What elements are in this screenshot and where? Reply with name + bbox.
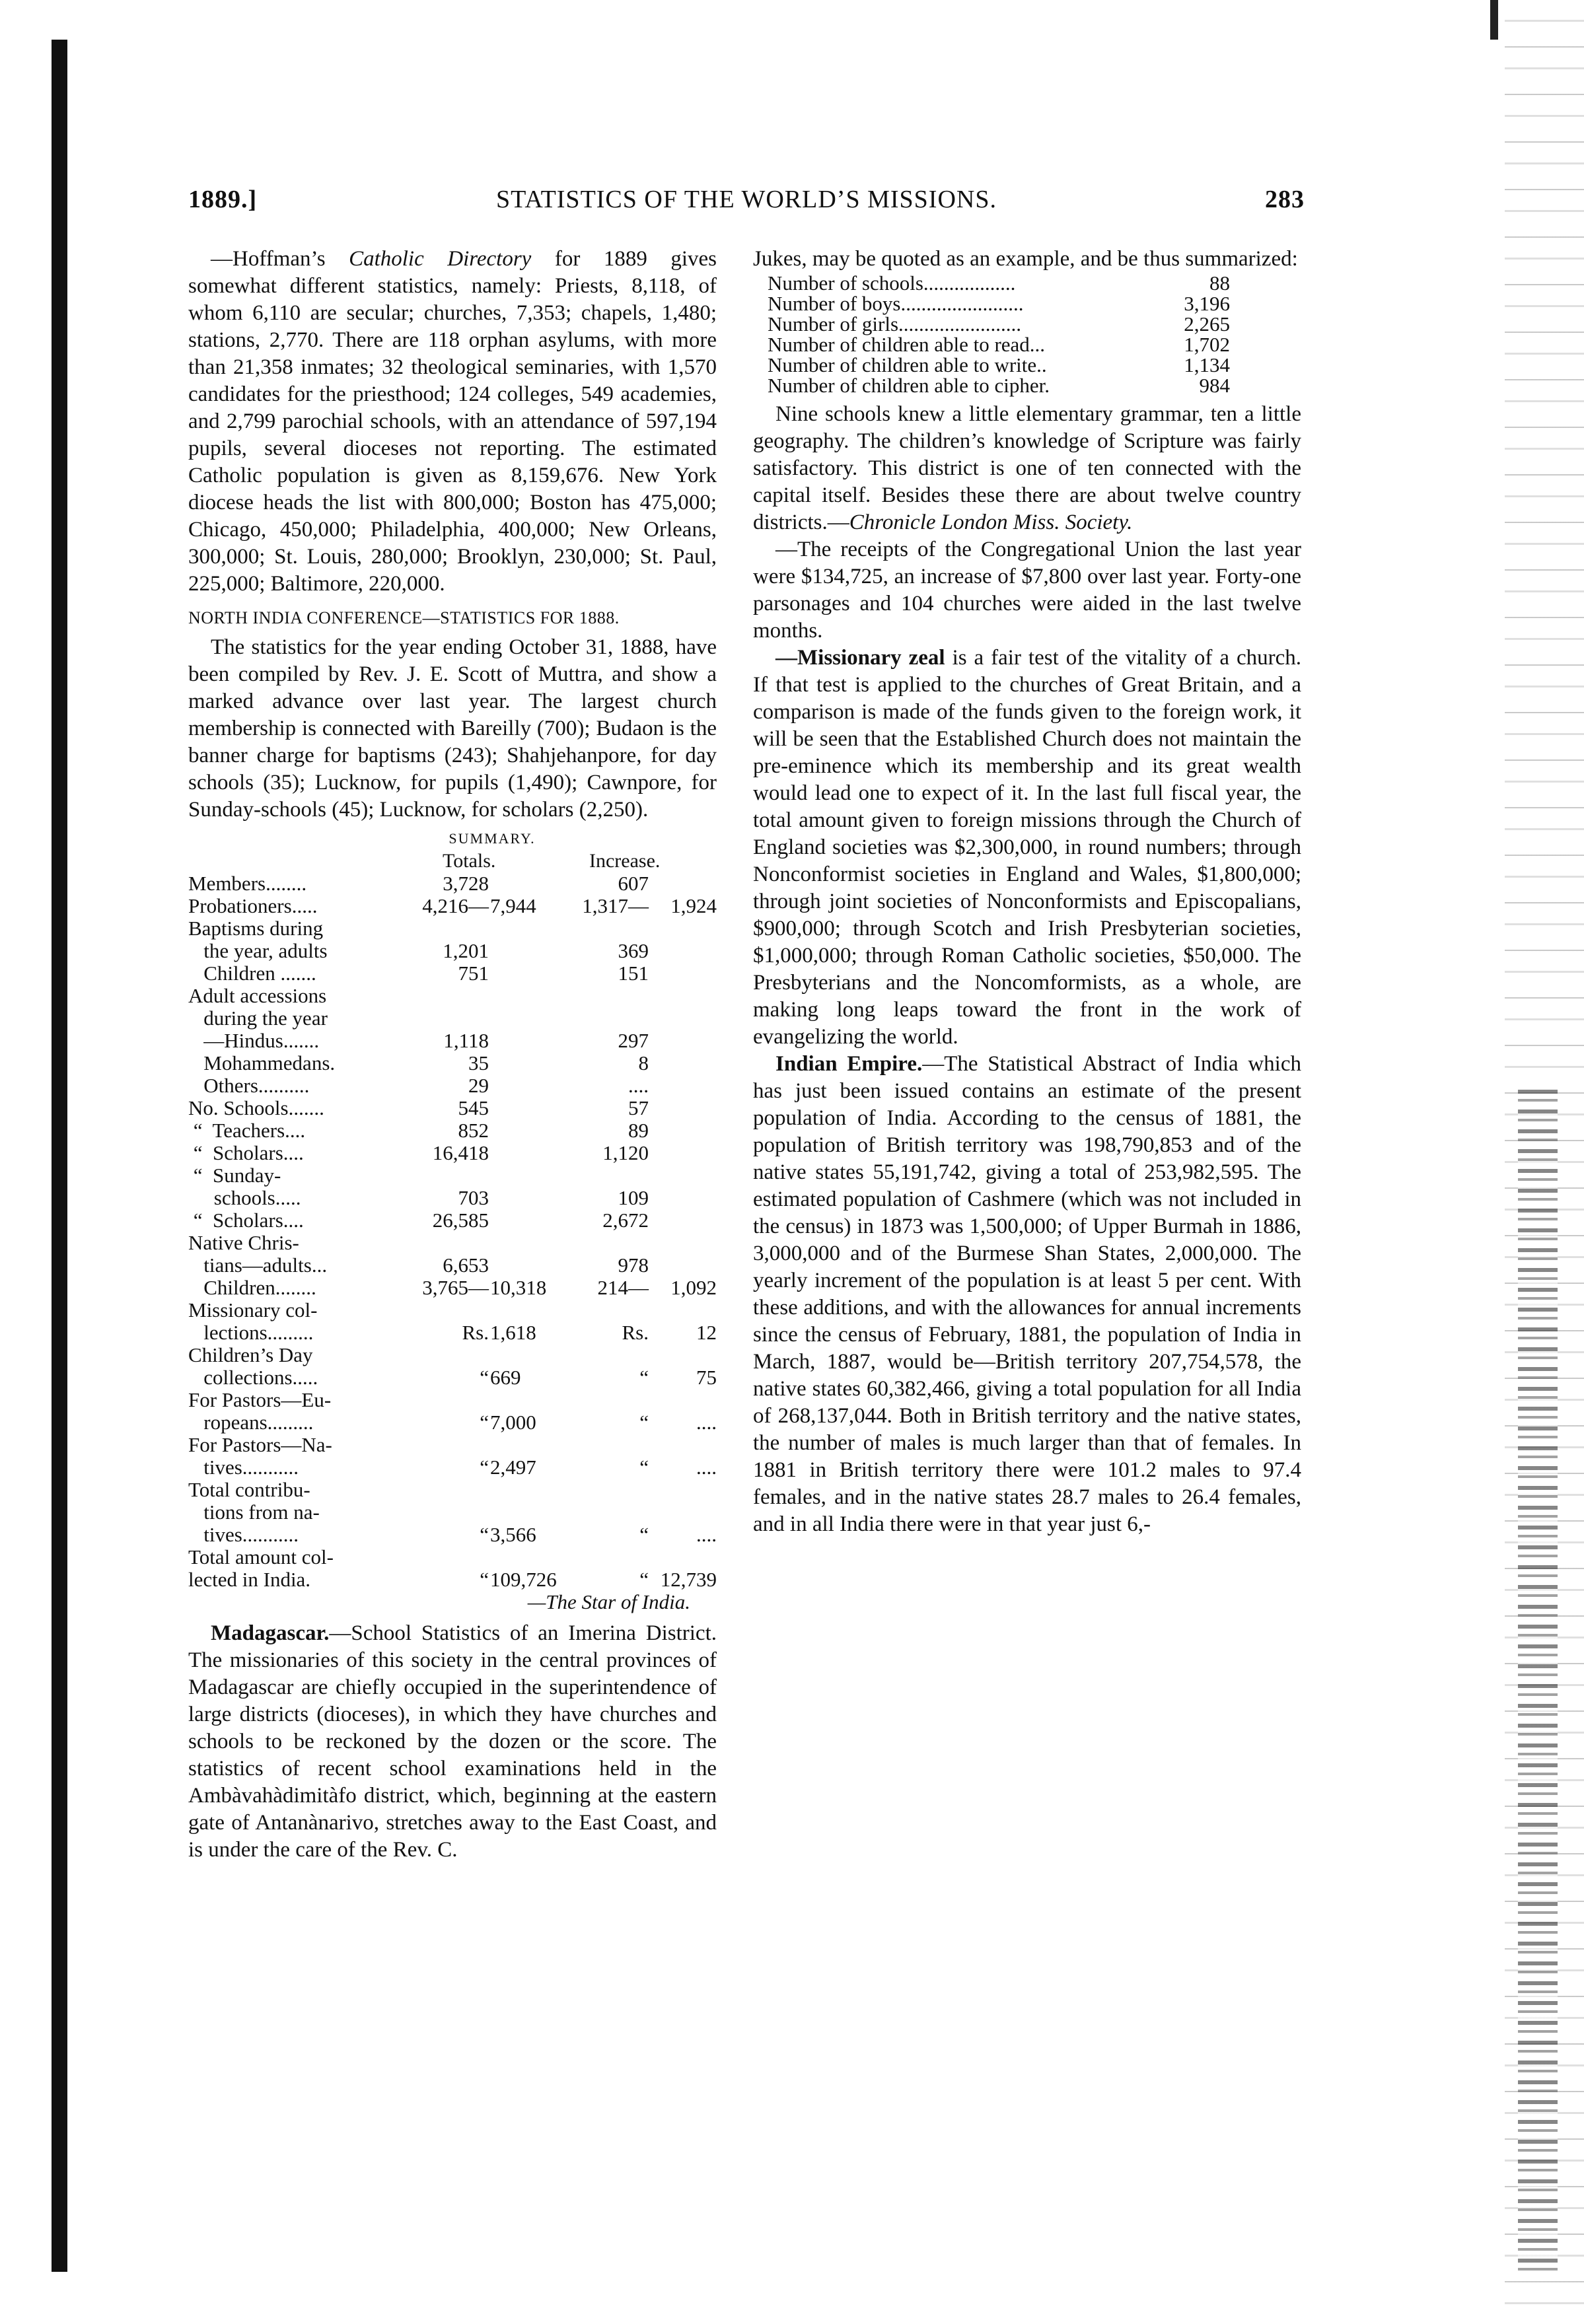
summary-cell-t2: [489, 1254, 576, 1277]
stats-value: 3,196: [1184, 292, 1230, 315]
summary-cell-label: Total amount col-: [188, 1545, 334, 1568]
summary-row: [188, 1142, 717, 1164]
summary-cell-t1: [416, 1546, 489, 1568]
summary-cell-t2: 7,000: [490, 1411, 536, 1434]
summary-cell-i2: [649, 1434, 717, 1456]
summary-cell-label: lected in India.: [188, 1568, 311, 1591]
summary-row: [188, 1052, 717, 1074]
summary-cell-label: “ Scholars....: [188, 1209, 304, 1232]
summary-cell-i2: 1,092: [670, 1276, 717, 1299]
summary-cell-i1: [576, 1546, 649, 1568]
stats-value: 88: [1209, 271, 1230, 295]
summary-row: [188, 1119, 717, 1142]
summary-cell-t2: 1,618: [490, 1321, 536, 1344]
summary-row: [188, 1254, 717, 1277]
summary-cell-i1: [576, 1344, 649, 1366]
summary-cell-t2: [489, 962, 576, 985]
summary-row: [188, 940, 717, 962]
summary-cell-t1: 4,216—: [422, 894, 489, 917]
summary-row: [188, 1164, 717, 1187]
summary-table-block: [188, 827, 717, 1613]
madagascar-lead: Madagascar.: [211, 1621, 330, 1645]
summary-cell-t2: [489, 1097, 576, 1119]
chronicle-source: Chronicle London Miss. Society.: [849, 511, 1133, 534]
stats-row: [768, 355, 1230, 375]
stats-label: Number of girls........................: [768, 312, 1022, 335]
summary-cell-i2: [649, 1254, 717, 1277]
summary-cell-i1: 109: [618, 1186, 649, 1209]
summary-cell-label: Missionary col-: [188, 1298, 318, 1321]
summary-row: [188, 1434, 717, 1456]
summary-cell-i2: [649, 1232, 717, 1254]
scan-right-edge-noise: [1518, 1090, 1558, 2278]
summary-cell-label: tions from na-: [188, 1500, 320, 1524]
summary-row: [188, 1546, 717, 1568]
summary-row: [188, 1524, 717, 1546]
schools-paragraph: Nine schools knew a little elementary grammar, ten a little geography. The children’s knowledge of Scripture was fairly satisfactory. This district is one of ten connected with the capital itself. Besides these there are about twelve country districts.—Chronicle London Miss. Society.: [753, 402, 1301, 534]
summary-cell-label: No. Schools.......: [188, 1096, 324, 1119]
summary-cell-i1: [576, 1007, 649, 1030]
stats-row: [768, 273, 1230, 293]
summary-cell-i2: [649, 1119, 717, 1142]
increase-header: Increase.: [589, 850, 661, 872]
scan-corner-mark: [1490, 0, 1498, 40]
summary-cell-t2: [489, 1007, 576, 1030]
summary-cell-i2: 1,924: [670, 894, 717, 917]
summary-cell-i1: 8: [638, 1051, 649, 1074]
summary-cell-t1: [416, 1479, 489, 1501]
summary-cell-t1: [416, 1164, 489, 1187]
header-year: 1889.]: [188, 186, 258, 213]
summary-cell-i2: [649, 962, 717, 985]
summary-cell-i2: [649, 1389, 717, 1411]
directory-title: Catholic Directory: [349, 247, 532, 271]
summary-cell-t2: 7,944: [490, 894, 536, 917]
catholic-directory-paragraph: —Hoffman’s Catholic Directory for 1889 gives somewhat different statistics, namely: Priests, 8,118, of whom 6,110 are secular; churches, 7,353; chapels, 1,480; stations, 2,770. There are 118 orphan asylums, with more than 21,358 inmates; 32 theological seminaries, with 1,570 candidates for the priesthood; 124 colleges, 549 academies, and 2,799 parochial schools, with an attendance of 597,194 pupils, several dioceses not reporting. The estimated Catholic population is given as 8,159,676. New York diocese heads the list with 800,000; Boston has 475,000; Chicago, 450,000; Philadelphia, 400,000; New Orleans, 300,000; St. Louis, 280,000; Brooklyn, 230,000; St. Paul, 225,000; Baltimore, 220,000.: [188, 247, 717, 596]
summary-cell-i1: [576, 1164, 649, 1187]
summary-cell-label: ropeans.........: [188, 1411, 314, 1434]
summary-cell-t2: [489, 1119, 576, 1142]
summary-cell-i2: ....: [696, 1411, 717, 1434]
summary-cell-label: Members........: [188, 872, 307, 895]
congregational-paragraph: —The receipts of the Congregational Union the last year were $134,725, an increase of $7,800 over last year. Forty-one parsonages and 104 churches were aided in the last twelve months.: [753, 538, 1301, 643]
summary-row: [188, 1209, 717, 1232]
summary-cell-i1: 1,317—: [582, 894, 649, 917]
summary-cell-t1: 545: [458, 1096, 489, 1119]
summary-cell-label: tives...........: [188, 1523, 299, 1546]
summary-source: —The Star of India.: [527, 1590, 690, 1613]
summary-cell-t1: [416, 1501, 489, 1524]
summary-cell-t2: [489, 1030, 576, 1052]
summary-cell-t1: [416, 1434, 489, 1456]
summary-row: [188, 1389, 717, 1411]
running-header: [188, 185, 1305, 225]
summary-cell-i1: 214—: [597, 1276, 649, 1299]
summary-cell-t2: [489, 1074, 576, 1097]
stats-value: 2,265: [1184, 312, 1230, 335]
summary-cell-t1: 703: [458, 1186, 489, 1209]
summary-row: [188, 1232, 717, 1254]
summary-row: [188, 1097, 717, 1119]
right-column: [753, 246, 1301, 1538]
summary-title: SUMMARY.: [449, 830, 536, 847]
summary-cell-t1: [416, 1389, 489, 1411]
summary-row: [188, 1568, 717, 1591]
madagascar-paragraph: Madagascar.—School Statistics of an Imerina District. The missionaries of this society in the central provinces of Madagascar are chiefly occupied in the superintendence of large districts (dioceses), in which they have churches and schools to be reckoned by the dozen or the score. The statistics of recent school examinations held in the Ambàvahàdimitàfo district, which, beginning at the eastern gate of Antanànarivo, stretches away to the East Coast, and is under the care of the Rev. C.: [188, 1621, 717, 1862]
summary-cell-i2: ....: [696, 1456, 717, 1479]
missionary-zeal-lead: —Missionary zeal: [775, 646, 945, 670]
summary-cell-label: For Pastors—Na-: [188, 1433, 332, 1456]
summary-cell-t2: [489, 1209, 576, 1232]
page-number: 283: [1265, 186, 1305, 213]
summary-cell-i1: 151: [618, 962, 649, 985]
summary-cell-t1: [416, 1232, 489, 1254]
summary-cell-t1: 1,201: [443, 939, 489, 962]
summary-cell-i1: “: [639, 1523, 649, 1546]
summary-cell-i1: ....: [628, 1074, 649, 1097]
summary-cell-i1: 297: [618, 1029, 649, 1052]
summary-cell-i2: [649, 872, 717, 895]
summary-cell-i1: [576, 1389, 649, 1411]
summary-rows: [188, 872, 717, 1591]
summary-cell-label: “ Sunday-: [188, 1164, 281, 1187]
stats-value: 984: [1199, 374, 1230, 397]
left-column: [188, 246, 717, 1864]
summary-cell-label: Probationers.....: [188, 894, 318, 917]
summary-cell-i1: [576, 1299, 649, 1321]
summary-cell-t1: 16,418: [432, 1141, 489, 1164]
summary-row: [188, 962, 717, 985]
north-india-paragraph: The statistics for the year ending October 31, 1888, have been compiled by Rev. J. E. Scott of Muttra, and show a marked advance over last year. The largest church membership is connected with Bareilly (700); Budaon is the banner charge for baptisms (243); Shahjehanpore, for day schools (35); Lucknow, for pupils (1,490); Cawnpore, for Sunday-schools (45); Lucknow, for scholars (2,250).: [188, 635, 717, 822]
summary-table: [188, 850, 717, 1591]
totals-header: Totals.: [443, 850, 496, 872]
indian-empire-lead: Indian Empire.: [775, 1052, 923, 1076]
school-stats-list: [768, 273, 1301, 396]
summary-cell-t2: [489, 917, 576, 940]
summary-cell-label: Children .......: [188, 962, 316, 985]
summary-cell-label: during the year: [188, 1006, 328, 1030]
stats-label: Number of schools..................: [768, 271, 1016, 295]
summary-cell-t2: [489, 1299, 576, 1321]
summary-cell-t1: 3,765—: [422, 1276, 489, 1299]
summary-cell-label: Children........: [188, 1276, 316, 1299]
summary-cell-t2: [489, 872, 576, 895]
summary-cell-i1: “: [639, 1366, 649, 1389]
summary-cell-label: Mohammedans.: [188, 1051, 336, 1074]
summary-cell-i2: [649, 1097, 717, 1119]
summary-cell-t2: [489, 1187, 576, 1209]
summary-cell-i2: [649, 1007, 717, 1030]
summary-cell-t1: “: [480, 1411, 489, 1434]
summary-cell-i1: 1,120: [602, 1141, 649, 1164]
summary-cell-t2: [489, 1164, 576, 1187]
summary-cell-i1: Rs.: [622, 1321, 649, 1344]
summary-cell-t1: [416, 985, 489, 1007]
summary-row: [188, 872, 717, 895]
summary-cell-label: tives...........: [188, 1456, 299, 1479]
indian-empire-paragraph: Indian Empire.—The Statistical Abstract of India which has just been issued contains an estimate of the present population of India. According to the census of 1881, the population of British territory was 198,790,853 and of the native states 55,191,742, giving a total of 253,982,595. The estimated population of Cashmere (which was not included in the census) in 1873 was 1,500,000; of Upper Burmah in 1886, 3,000,000 and of the Burmese Shan States, 2,000,000. The yearly increment of the population is at least 5 per cent. With these additions, and with the allowances for annual increments since the census of February, 1881, the population of India in March, 1887, would be—British territory 207,754,578, the native states 60,382,466, giving a total population for all India of 268,137,044. Both in British territory and the native states, the number of males is much larger than that of females. In 1881 in British territory there were 101.2 males to 97.4 females, and in the native states 28.7 males to 26.4 females, and in all India there were in that year just 6,-: [753, 1052, 1301, 1536]
summary-cell-t2: 109,726: [490, 1568, 557, 1591]
summary-cell-i2: 12,739: [660, 1568, 717, 1591]
summary-cell-label: Others..........: [188, 1074, 310, 1097]
summary-row: [188, 1074, 717, 1097]
jukes-paragraph: Jukes, may be quoted as an example, and be thus summarized:: [753, 247, 1298, 271]
scan-binding-edge: [52, 40, 67, 2272]
summary-cell-label: Native Chris-: [188, 1231, 299, 1254]
summary-cell-t2: [489, 1232, 576, 1254]
summary-cell-i1: [576, 1501, 649, 1524]
summary-cell-i1: [576, 1434, 649, 1456]
summary-cell-i1: “: [639, 1411, 649, 1434]
summary-row: [188, 1479, 717, 1501]
summary-cell-label: Adult accessions: [188, 984, 327, 1007]
summary-cell-i2: [649, 1030, 717, 1052]
summary-row: [188, 1321, 717, 1344]
summary-cell-i1: 2,672: [602, 1209, 649, 1232]
summary-cell-label: For Pastors—Eu-: [188, 1388, 332, 1411]
stats-value: 1,134: [1184, 353, 1230, 376]
summary-cell-t2: 669: [490, 1366, 521, 1389]
summary-cell-t1: Rs.: [462, 1321, 489, 1344]
summary-cell-label: tians—adults...: [188, 1253, 328, 1277]
summary-cell-i2: 12: [696, 1321, 717, 1344]
summary-cell-i2: [649, 985, 717, 1007]
summary-cell-t2: [489, 1052, 576, 1074]
summary-cell-t2: 2,497: [490, 1456, 536, 1479]
summary-cell-label: “ Teachers....: [188, 1119, 306, 1142]
summary-cell-i2: [649, 1187, 717, 1209]
summary-cell-t1: 6,653: [443, 1253, 489, 1277]
missionary-zeal-paragraph: —Missionary zeal is a fair test of the vitality of a church. If that test is applied to the churches of Great Britain, and a comparison is made of the funds given to the foreign work, it will be seen that the Established Church does not maintain the pre-eminence which its membership and its great wealth would lead one to expect of it. In the last full fiscal year, the total amount given to foreign missions through the Church of England societies was $2,300,000, in round numbers; through Nonconformist societies in England and Wales, $1,800,000; through joint societies of Nonconformists and Episcopalians, $900,000; through Scotch and Irish Presbyterian societies, $1,000,000; through Roman Catholic societies, $50,000. The Presbyterians and the Noncomformists, as a whole, are making long leaps toward the front in the work of evangelizing the world.: [753, 646, 1301, 1049]
summary-header-row: [188, 850, 717, 872]
summary-row: [188, 1030, 717, 1052]
summary-cell-t1: [416, 1344, 489, 1366]
summary-cell-t2: [489, 1344, 576, 1366]
summary-cell-t1: “: [480, 1366, 489, 1389]
summary-row: [188, 1277, 717, 1299]
summary-cell-i2: [649, 1344, 717, 1366]
summary-cell-label: —Hindus.......: [188, 1029, 320, 1052]
summary-cell-t2: [489, 1434, 576, 1456]
summary-row: [188, 917, 717, 940]
stats-row: [768, 375, 1230, 396]
summary-row: [188, 1366, 717, 1389]
summary-row: [188, 985, 717, 1007]
summary-cell-t2: [489, 985, 576, 1007]
summary-row: [188, 1007, 717, 1030]
summary-cell-i2: [649, 917, 717, 940]
summary-cell-t1: 751: [458, 962, 489, 985]
summary-row: [188, 895, 717, 917]
summary-cell-t2: [489, 1389, 576, 1411]
summary-cell-i1: 607: [618, 872, 649, 895]
summary-cell-i1: 57: [628, 1096, 649, 1119]
summary-cell-label: “ Scholars....: [188, 1141, 304, 1164]
summary-cell-i1: [576, 1479, 649, 1501]
summary-cell-t1: 852: [458, 1119, 489, 1142]
summary-cell-i2: [649, 1546, 717, 1568]
summary-cell-label: Total contribu-: [188, 1478, 310, 1501]
summary-cell-t2: [489, 1479, 576, 1501]
stats-label: Number of children able to read...: [768, 333, 1046, 356]
summary-row: [188, 1456, 717, 1479]
summary-cell-i2: [649, 1299, 717, 1321]
summary-cell-i1: “: [639, 1456, 649, 1479]
summary-cell-i2: [649, 1074, 717, 1097]
summary-cell-t2: [489, 1142, 576, 1164]
summary-cell-t1: 29: [468, 1074, 489, 1097]
summary-cell-i2: [649, 1164, 717, 1187]
summary-cell-i1: [576, 917, 649, 940]
summary-cell-label: Baptisms during: [188, 917, 324, 940]
stats-row: [768, 314, 1230, 334]
summary-cell-label: schools.....: [188, 1186, 301, 1209]
summary-cell-t1: “: [480, 1568, 489, 1591]
summary-cell-label: Children’s Day: [188, 1343, 313, 1366]
summary-cell-i2: [649, 1209, 717, 1232]
summary-row: [188, 1187, 717, 1209]
summary-cell-i2: ....: [696, 1523, 717, 1546]
summary-cell-t1: “: [480, 1523, 489, 1546]
stats-row: [768, 334, 1230, 355]
summary-cell-label: the year, adults: [188, 939, 328, 962]
summary-cell-i1: “: [639, 1568, 649, 1591]
summary-cell-t2: 10,318: [490, 1276, 547, 1299]
summary-row: [188, 1344, 717, 1366]
summary-cell-i1: 89: [628, 1119, 649, 1142]
summary-cell-t1: 26,585: [432, 1209, 489, 1232]
summary-cell-t1: 3,728: [443, 872, 489, 895]
summary-cell-t1: [416, 917, 489, 940]
summary-cell-i2: 75: [696, 1366, 717, 1389]
summary-cell-i2: [649, 1501, 717, 1524]
summary-row: [188, 1501, 717, 1524]
stats-label: Number of children able to write..: [768, 353, 1047, 376]
summary-cell-i2: [649, 1142, 717, 1164]
summary-cell-i2: [649, 1052, 717, 1074]
north-india-heading: NORTH INDIA CONFERENCE—STATISTICS FOR 1888.: [188, 608, 620, 627]
summary-cell-t2: [489, 940, 576, 962]
stats-value: 1,702: [1184, 333, 1230, 356]
summary-cell-t2: [489, 1501, 576, 1524]
summary-cell-t2: [489, 1546, 576, 1568]
summary-cell-i2: [649, 940, 717, 962]
summary-cell-label: collections.....: [188, 1366, 318, 1389]
summary-cell-t1: 1,118: [443, 1029, 489, 1052]
summary-cell-i2: [649, 1479, 717, 1501]
stats-label: Number of children able to cipher.: [768, 374, 1050, 397]
summary-row: [188, 1299, 717, 1321]
summary-cell-i1: [576, 1232, 649, 1254]
summary-cell-label: lections.........: [188, 1321, 314, 1344]
stats-label: Number of boys........................: [768, 292, 1024, 315]
summary-cell-i1: [576, 985, 649, 1007]
summary-cell-t1: [416, 1007, 489, 1030]
summary-row: [188, 1411, 717, 1434]
stats-row: [768, 293, 1230, 314]
summary-cell-t1: 35: [468, 1051, 489, 1074]
summary-cell-t1: [416, 1299, 489, 1321]
summary-cell-t2: 3,566: [490, 1523, 536, 1546]
summary-cell-i1: 369: [618, 939, 649, 962]
header-title: STATISTICS OF THE WORLD’S MISSIONS.: [496, 186, 997, 213]
summary-cell-t1: “: [480, 1456, 489, 1479]
summary-cell-i1: 978: [618, 1253, 649, 1277]
